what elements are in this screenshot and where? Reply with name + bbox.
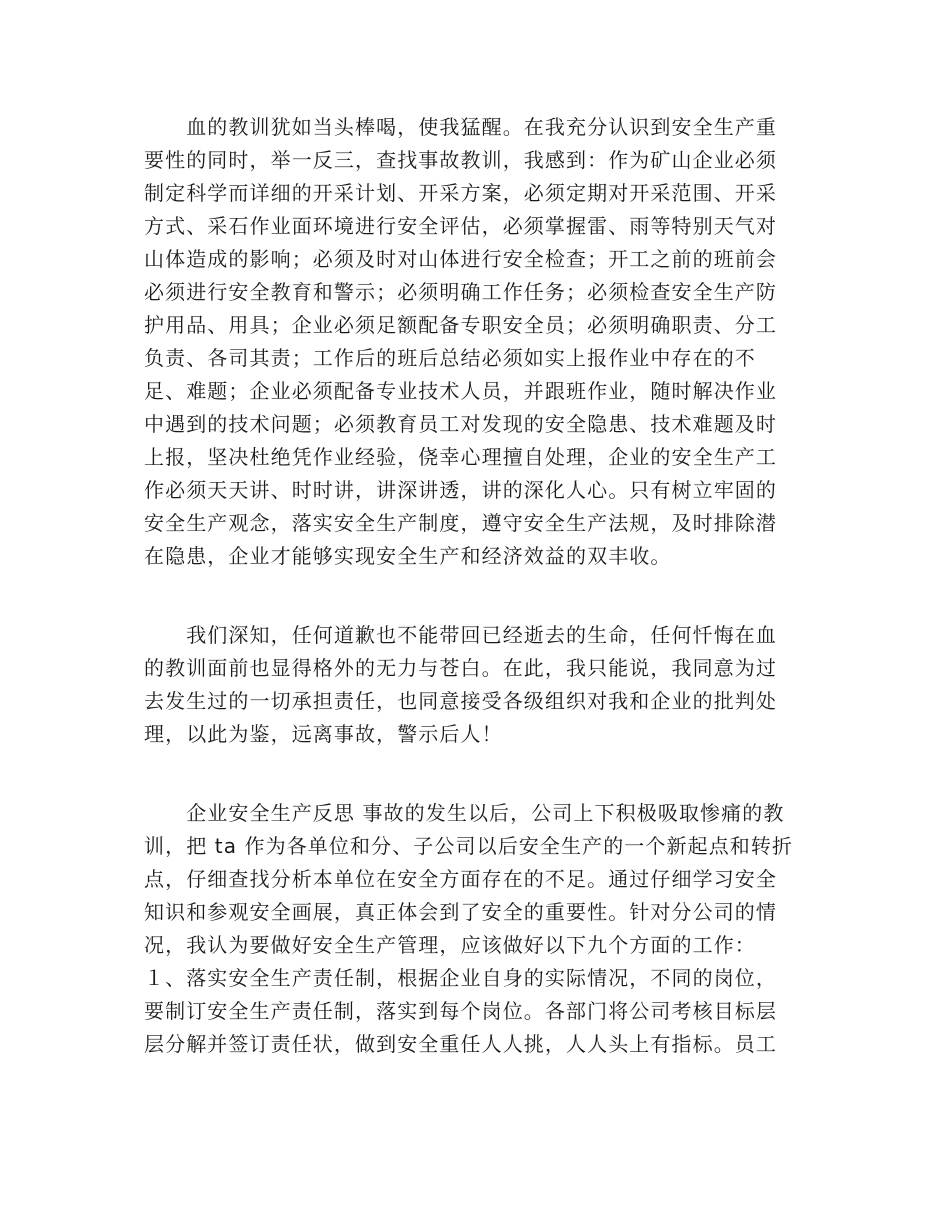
text-line: 作必须天天讲、时时讲，讲深讲透，讲的深化人心。只有树立牢固的: [144, 478, 777, 502]
text-line: 方式、采石作业面环境进行安全评估，必须掌握雷、雨等特别天气对: [144, 214, 777, 238]
text-line: 必须进行安全教育和警示；必须明确工作任务；必须检查安全生产防: [144, 280, 777, 304]
text-line: 理，以此为鉴，远离事故，警示后人！: [144, 722, 503, 746]
text-line: 去发生过的一切承担责任，也同意接受各级组织对我和企业的批判处: [144, 689, 777, 713]
text-line: 负责、各司其责；工作后的班后总结必须如实上报作业中存在的不: [144, 346, 756, 370]
text-line: 我们深知，任何道歉也不能带回已经逝去的生命，任何忏悔在血: [144, 623, 777, 647]
text-line: 山体造成的影响；必须及时对山体进行安全检查；开工之前的班前会: [144, 247, 777, 271]
text-line: 的教训面前也显得格外的无力与苍白。在此，我只能说，我同意为过: [144, 656, 777, 680]
text-line: １、落实安全生产责任制，根据企业自身的实际情况，不同的岗位，: [144, 966, 777, 990]
text-line: 中遇到的技术问题；必须教育员工对发现的安全隐患、技术难题及时: [144, 412, 777, 436]
text-line: 知识和参观安全画展，真正体会到了安全的重要性。针对分公司的情: [144, 900, 777, 924]
text-line: 企业安全生产反思 事故的发生以后，公司上下积极吸取惨痛的教: [144, 801, 785, 825]
text-line: 要性的同时，举一反三，查找事故教训，我感到：作为矿山企业必须: [144, 148, 777, 172]
text-line: 上报，坚决杜绝凭作业经验，侥幸心理擅自处理，企业的安全生产工: [144, 445, 777, 469]
text-line: 要制订安全生产责任制，落实到每个岗位。各部门将公司考核目标层: [144, 999, 777, 1023]
text-line: 层分解并签订责任状，做到安全重任人人挑，人人头上有指标。员工: [144, 1032, 777, 1056]
text-line: 血的教训犹如当头棒喝，使我猛醒。在我充分认识到安全生产重: [144, 115, 777, 139]
text-line: 制定科学而详细的开采计划、开采方案，必须定期对开采范围、开采: [144, 181, 777, 205]
text-line: 点，仔细查找分析本单位在安全方面存在的不足。通过仔细学习安全: [144, 867, 777, 891]
text-line: 况，我认为要做好安全生产管理，应该做好以下九个方面的工作：: [144, 933, 756, 957]
text-line: 安全生产观念，落实安全生产制度，遵守安全生产法规，及时排除潜: [144, 511, 777, 535]
text-line: 在隐患，企业才能够实现安全生产和经济效益的双丰收。: [144, 544, 672, 568]
text-line: 足、难题；企业必须配备专业技术人员，并跟班作业，随时解决作业: [144, 379, 777, 403]
text-line: 训，把 ta 作为各单位和分、子公司以后安全生产的一个新起点和转折: [144, 834, 794, 858]
text-line: 护用品、用具；企业必须足额配备专职安全员；必须明确职责、分工: [144, 313, 777, 337]
